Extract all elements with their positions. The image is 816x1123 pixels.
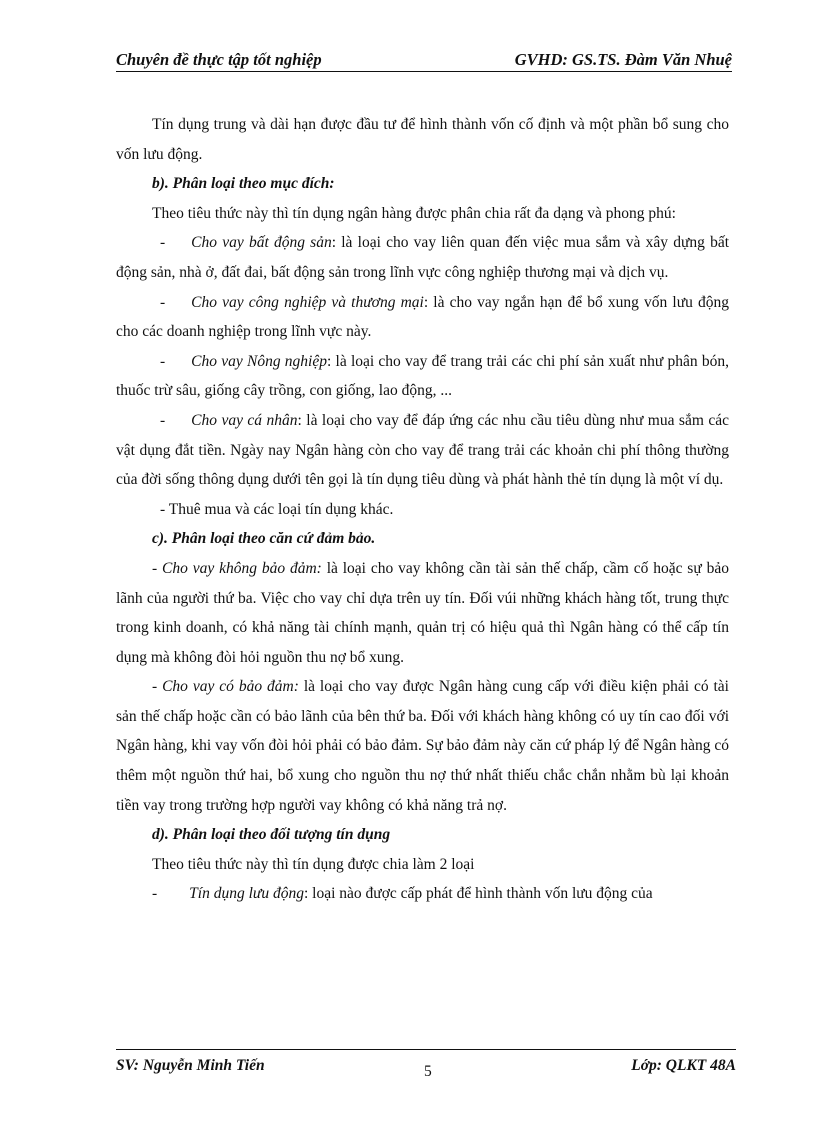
text-secured-loan: là loại cho vay được Ngân hàng cung cấp với điều kiện phải có tài sản thế chấp hoặc cần có bảo lãnh của bên thứ ba. Đối với khách hàng không có uy tín cao đối với Ngân hàng, khi vay vốn đòi hỏi phải có bảo đảm. Sự bảo đảm này căn cứ pháp lý để Ngân hàng có thêm một nguồn thứ hai, bổ xung cho nguồn thu nợ thứ nhất thiếu chắc chắn nhằm bù lại khoản tiền vay trong trường hợp người vay không có khả năng trả nợ. xyxy=(116,678,729,814)
page-number: 5 xyxy=(424,1063,432,1080)
text-working-capital-credit: : loại nào được cấp phát để hình thành vốn lưu động của xyxy=(303,885,653,903)
term-secured-loan: - Cho vay có bảo đảm: xyxy=(152,678,299,696)
bullet-dash: - xyxy=(160,293,166,311)
bullet-industry-commerce-loan xyxy=(116,288,729,347)
footer-student-name: SV: Nguyễn Minh Tiến xyxy=(116,1057,265,1074)
heading-collateral-classification: c). Phân loại theo căn cứ đảm bảo. xyxy=(152,530,376,548)
bullet-agriculture-loan xyxy=(116,347,729,406)
term-personal-loan: Cho vay cá nhân xyxy=(191,411,298,429)
paragraph-secured-loan xyxy=(116,672,729,820)
text-agriculture-loan: : là loại cho vay để trang trải các chi phí sản xuất như phân bón, thuốc trừ sâu, giống cây trồng, con giống, lao động, ... xyxy=(116,352,729,400)
bullet-working-capital-credit xyxy=(116,879,729,909)
term-real-estate-loan: Cho vay bất động sản xyxy=(191,234,332,252)
bullet-personal-loan xyxy=(116,406,729,495)
term-agriculture-loan: Cho vay Nông nghiệp xyxy=(191,352,327,370)
text-unsecured-loan: là loại cho vay không cần tài sản thế chấp, cầm cố hoặc sự bảo lãnh của người thứ ba. Việc cho vay chỉ dựa trên uy tín. Đối vúi những khách hàng tốt, trung thực trong kinh doanh, có khả năng tài chính mạnh, quản trị có hiệu quả thì Ngân hàng có thể cấp tín dụng mà không đòi hỏi nguồn thu nợ bổ xung. xyxy=(116,559,729,666)
header-supervisor: GVHD: GS.TS. Đàm Văn Nhuệ xyxy=(514,50,732,69)
paragraph-credit-object-intro: Theo tiêu thức này thì tín dụng được chia làm 2 loại xyxy=(152,855,475,873)
text-real-estate-loan: : là loại cho vay liên quan đến việc mua sắm và xây dựng bất động sản, nhà ở, đất đai, bất động sản trong lĩnh vực công nghiệp thương mại và dịch vụ. xyxy=(116,234,730,281)
bullet-dash: - xyxy=(160,352,166,370)
paragraph-long-term-credit: Tín dụng trung và dài hạn được đầu tư để hình thành vốn cố định và một phần bổ sung cho vốn lưu động. xyxy=(116,116,729,163)
header-document-title: Chuyên đề thực tập tốt nghiệp xyxy=(116,50,322,69)
text-industry-commerce-loan: : là cho vay ngắn hạn để bổ xung vốn lưu động cho các doanh nghiệp trong lĩnh vực này. xyxy=(116,293,729,341)
text-personal-loan: : là loại cho vay để đáp ứng các nhu cầu tiêu dùng như mua sắm các vật dụng đắt tiền. Ngày nay Ngân hàng còn cho vay để trang trải các khoản chi phí thông thường của đời sống thông dụng dưới tên gọi là tín dụng tiêu dùng và phát hành thẻ tín dụng là một ví dụ. xyxy=(116,411,729,489)
header-divider xyxy=(116,71,732,72)
paragraph-unsecured-loan xyxy=(116,554,729,672)
heading-credit-object-classification: d). Phân loại theo đối tượng tín dụng xyxy=(152,826,391,844)
page-footer xyxy=(116,1049,736,1081)
bullet-dash: - xyxy=(160,411,166,429)
bullet-dash: - xyxy=(160,234,166,252)
term-working-capital-credit: Tín dụng lưu động xyxy=(189,885,304,903)
paragraph-purpose-intro: Theo tiêu thức này thì tín dụng ngân hàng được phân chia rất đa dạng và phong phú: xyxy=(152,204,676,222)
heading-purpose-classification: b). Phân loại theo mục đích: xyxy=(152,175,335,193)
term-industry-commerce-loan: Cho vay công nghiệp và thương mại xyxy=(191,293,424,311)
bullet-real-estate-loan xyxy=(116,228,729,287)
footer-divider xyxy=(116,1049,736,1050)
footer-class: Lớp: QLKT 48A xyxy=(631,1057,736,1074)
page-body xyxy=(116,110,729,909)
bullet-leasing: - Thuê mua và các loại tín dụng khác. xyxy=(160,500,394,518)
bullet-dash: - xyxy=(152,885,158,903)
page-header xyxy=(116,48,732,74)
term-unsecured-loan: - Cho vay không bảo đảm: xyxy=(152,559,322,577)
